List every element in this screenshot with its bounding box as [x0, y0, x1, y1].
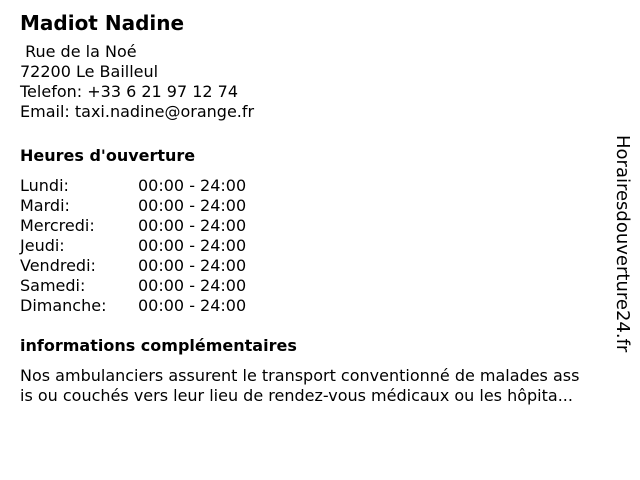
- day-label: Jeudi:: [20, 236, 65, 255]
- hours-row-sunday: [20, 296, 620, 316]
- hours-row-thursday: [20, 236, 620, 256]
- day-label: Mercredi:: [20, 216, 95, 235]
- time-range: 00:00 - 24:00: [138, 256, 247, 275]
- description-line: is ou couchés vers leur lieu de rendez-vous médicaux ou les hôpita...: [20, 386, 573, 405]
- watermark-brand: Horairesdouverture24.fr: [612, 135, 633, 353]
- email-address: Email: taxi.nadine@orange.fr: [20, 102, 255, 121]
- opening-hours-title: Heures d'ouverture: [20, 146, 196, 165]
- hours-row-monday: [20, 176, 620, 196]
- time-range: 00:00 - 24:00: [138, 196, 247, 215]
- day-label: Lundi:: [20, 176, 69, 195]
- day-label: Samedi:: [20, 276, 86, 295]
- day-label: Mardi:: [20, 196, 70, 215]
- hours-row-wednesday: [20, 216, 620, 236]
- phone-number: Telefon: +33 6 21 97 12 74: [20, 82, 239, 101]
- time-range: 00:00 - 24:00: [138, 176, 247, 195]
- additional-info-text: [20, 366, 626, 406]
- time-range: 00:00 - 24:00: [138, 276, 247, 295]
- city-address: 72200 Le Bailleul: [20, 62, 159, 81]
- business-name: Madiot Nadine: [20, 11, 185, 35]
- day-label: Dimanche:: [20, 296, 107, 315]
- time-range: 00:00 - 24:00: [138, 296, 247, 315]
- time-range: 00:00 - 24:00: [138, 216, 247, 235]
- hours-row-friday: [20, 256, 620, 276]
- additional-info-title: informations complémentaires: [20, 336, 297, 355]
- time-range: 00:00 - 24:00: [138, 236, 247, 255]
- day-label: Vendredi:: [20, 256, 96, 275]
- business-card: [20, 10, 620, 406]
- hours-row-tuesday: [20, 196, 620, 216]
- description-line: Nos ambulanciers assurent le transport conventionné de malades ass: [20, 366, 580, 385]
- hours-row-saturday: [20, 276, 620, 296]
- opening-hours-table: [20, 176, 620, 316]
- street-address: Rue de la Noé: [20, 42, 137, 61]
